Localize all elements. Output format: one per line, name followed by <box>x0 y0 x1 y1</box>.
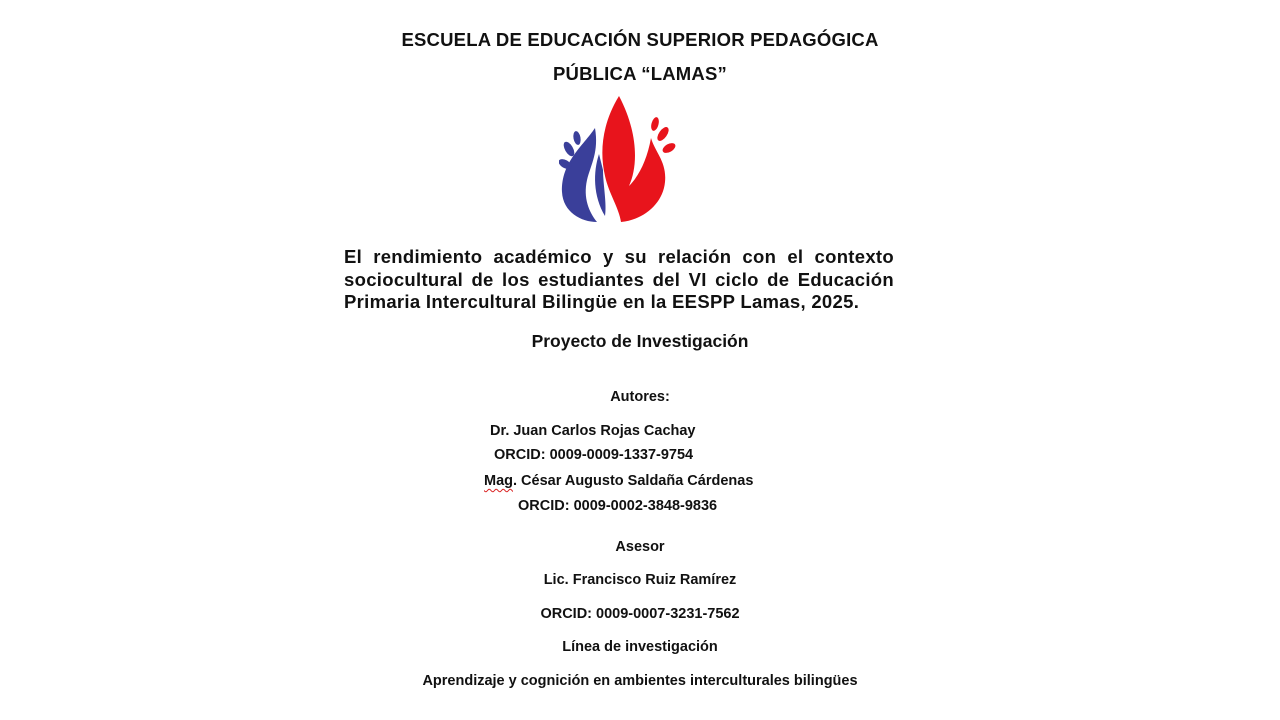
author-2-name <box>484 473 753 489</box>
institution-name-line1: ESCUELA DE EDUCACIÓN SUPERIOR PEDAGÓGICA <box>401 29 879 50</box>
institution-name-line2: PÚBLICA “LAMAS” <box>553 63 727 84</box>
research-line-value: Aprendizaje y cognición en ambientes interculturales bilingües <box>422 673 858 689</box>
author-2-orcid: ORCID: 0009-0002-3848-9836 <box>518 498 718 514</box>
authors-heading: Autores: <box>610 389 670 405</box>
research-line-heading: Línea de investigación <box>562 639 718 655</box>
advisor-heading: Asesor <box>615 539 665 555</box>
author-1-orcid: ORCID: 0009-0009-1337-9754 <box>494 447 694 463</box>
document-type: Proyecto de Investigación <box>531 331 749 351</box>
author-2-title-prefix: Mag <box>484 473 513 489</box>
research-title-line2: sociocultural de los estudiantes del VI ciclo de Educación <box>344 268 894 290</box>
author-2-name-rest: . César Augusto Saldaña Cárdenas <box>513 473 754 489</box>
author-1-name: Dr. Juan Carlos Rojas Cachay <box>490 423 696 439</box>
advisor-name: Lic. Francisco Ruiz Ramírez <box>543 572 737 588</box>
research-title-line3: Primaria Intercultural Bilingüe en la EESPP Lamas, 2025. <box>344 291 860 312</box>
advisor-orcid: ORCID: 0009-0007-3231-7562 <box>540 606 740 622</box>
flame-logo-icon <box>559 94 679 226</box>
research-title-line1: El rendimiento académico y su relación con el contexto <box>344 246 894 267</box>
research-title <box>344 246 894 314</box>
